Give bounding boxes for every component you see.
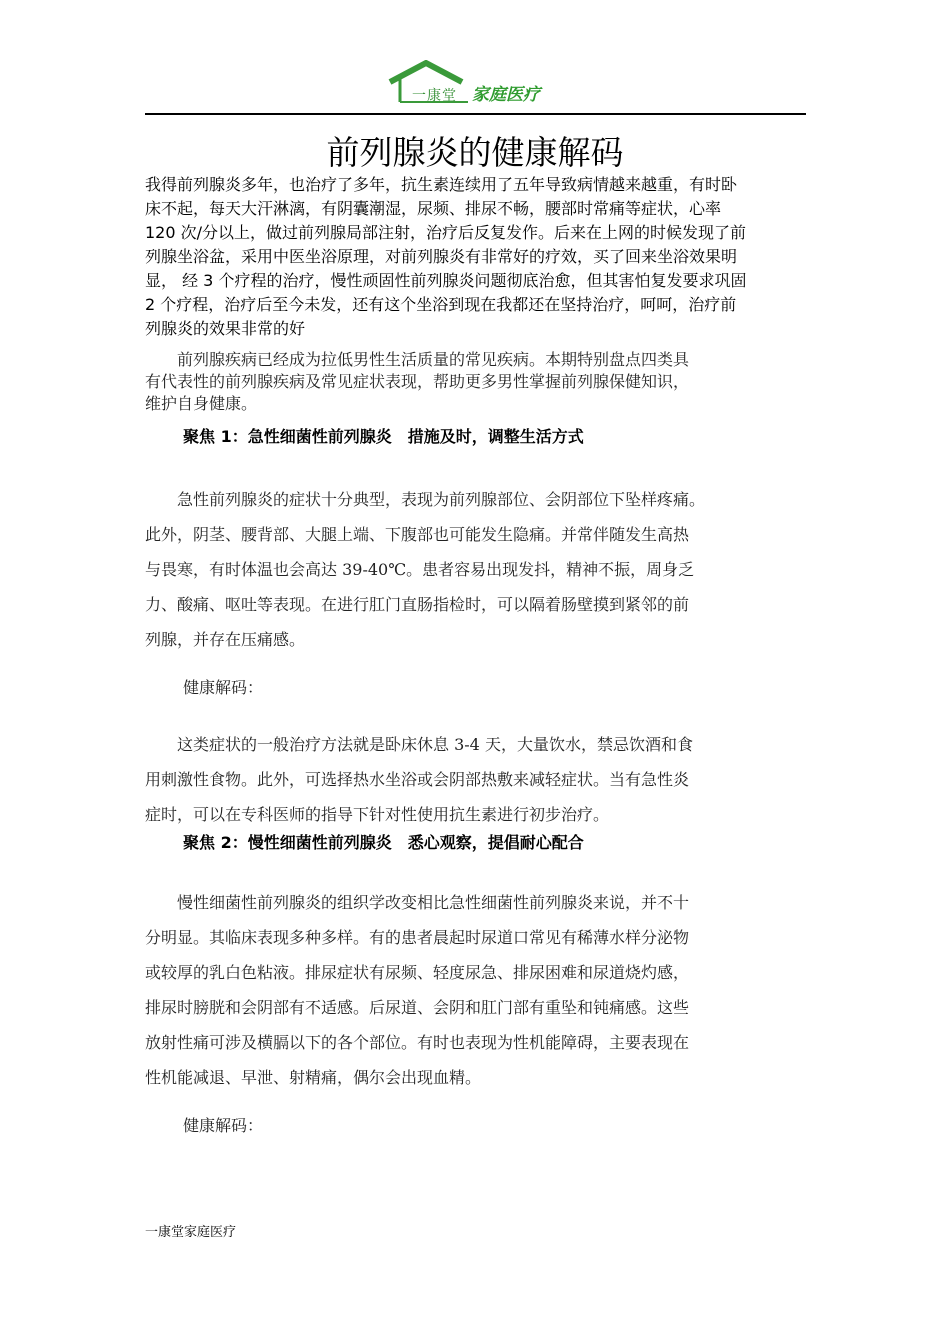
intro-line: 120 次/分以上，做过前列腺局部注射，治疗后反复发作。后来在上网的时候发现了前 [145,223,747,242]
paragraph-line: 用刺激性食物。此外，可选择热水坐浴或会阴部热敷来减轻症状。当有急性炎 [145,770,690,789]
lead-line: 有代表性的前列腺疾病及常见症状表现，帮助更多男性掌握前列腺保健知识， [145,372,690,391]
intro-line: 我得前列腺炎多年，也治疗了多年，抗生素连续用了五年导致病情越来越重，有时卧 [145,175,738,194]
header-divider [145,113,806,115]
intro-line: 2 个疗程，治疗后至今未发，还有这个坐浴到现在我都还在坚持治疗，呵呵，治疗前 [145,295,737,314]
brand-logo [388,60,563,104]
lead-paragraph [145,349,810,415]
paragraph-line: 或较厚的乳白色粘液。排尿症状有尿频、轻度尿急、排尿困难和尿道烧灼感， [145,963,690,982]
page-footer: 一康堂家庭医疗 [145,1225,237,1240]
lead-line: 维护自身健康。 [145,394,258,413]
paragraph-line: 力、酸痛、呕吐等表现。在进行肛门直肠指检时，可以隔着肠壁摸到紧邻的前 [145,595,690,614]
intro-paragraph [145,173,810,341]
logo-text-secondary: 家庭医疗 [472,85,540,105]
paragraph-line: 这类症状的一般治疗方法就是卧床休息 3-4 天，大量饮水，禁忌饮酒和食 [145,735,693,754]
paragraph-line: 急性前列腺炎的症状十分典型，表现为前列腺部位、会阴部位下坠样疼痛。 [145,490,706,509]
health-decode-label-1: 健康解码： [183,678,264,697]
logo-text-primary: 一康堂 [412,88,457,104]
paragraph-line: 排尿时膀胱和会阴部有不适感。后尿道、会阴和肛门部有重坠和钝痛感。这些 [145,998,690,1017]
paragraph-line: 此外，阴茎、腰背部、大腿上端、下腹部也可能发生隐痛。并常伴随发生高热 [145,525,690,544]
paragraph-line: 列腺，并存在压痛感。 [145,630,306,649]
intro-line: 列腺坐浴盆，采用中医坐浴原理，对前列腺炎有非常好的疗效，买了回来坐浴效果明 [145,247,738,266]
lead-line: 前列腺疾病已经成为拉低男性生活质量的常见疾病。本期特别盘点四类具 [145,350,690,369]
page-title: 前列腺炎的健康解码 [326,133,624,172]
focus2-paragraph [145,885,810,1095]
paragraph-line: 分明显。其临床表现多种多样。有的患者晨起时尿道口常见有稀薄水样分泌物 [145,928,690,947]
section-heading-focus-1: 聚焦 1：急性细菌性前列腺炎 措施及时，调整生活方式 [183,427,584,446]
intro-line: 床不起，每天大汗淋漓，有阴囊潮湿，尿频、排尿不畅，腰部时常痛等症状，心率 [145,199,722,218]
paragraph-line: 放射性痛可涉及横膈以下的各个部位。有时也表现为性机能障碍，主要表现在 [145,1033,690,1052]
paragraph-line: 性机能减退、早泄、射精痛，偶尔会出现血精。 [145,1068,482,1087]
paragraph-line: 慢性细菌性前列腺炎的组织学改变相比急性细菌性前列腺炎来说，并不十 [145,893,690,912]
paragraph-line: 症时，可以在专科医师的指导下针对性使用抗生素进行初步治疗。 [145,805,610,824]
health-decode-label-2: 健康解码： [183,1116,264,1135]
intro-line: 显， 经 3 个疗程的治疗，慢性顽固性前列腺炎问题彻底治愈，但其害怕复发要求巩固 [145,271,747,290]
focus1-treatment-paragraph [145,727,810,832]
paragraph-line: 与畏寒，有时体温也会高达 39-40℃。患者容易出现发抖，精神不振，周身乏 [145,560,695,579]
focus1-paragraph [145,482,810,657]
section-heading-focus-2: 聚焦 2：慢性细菌性前列腺炎 悉心观察，提倡耐心配合 [183,833,584,852]
intro-line: 列腺炎的效果非常的好 [145,319,306,338]
